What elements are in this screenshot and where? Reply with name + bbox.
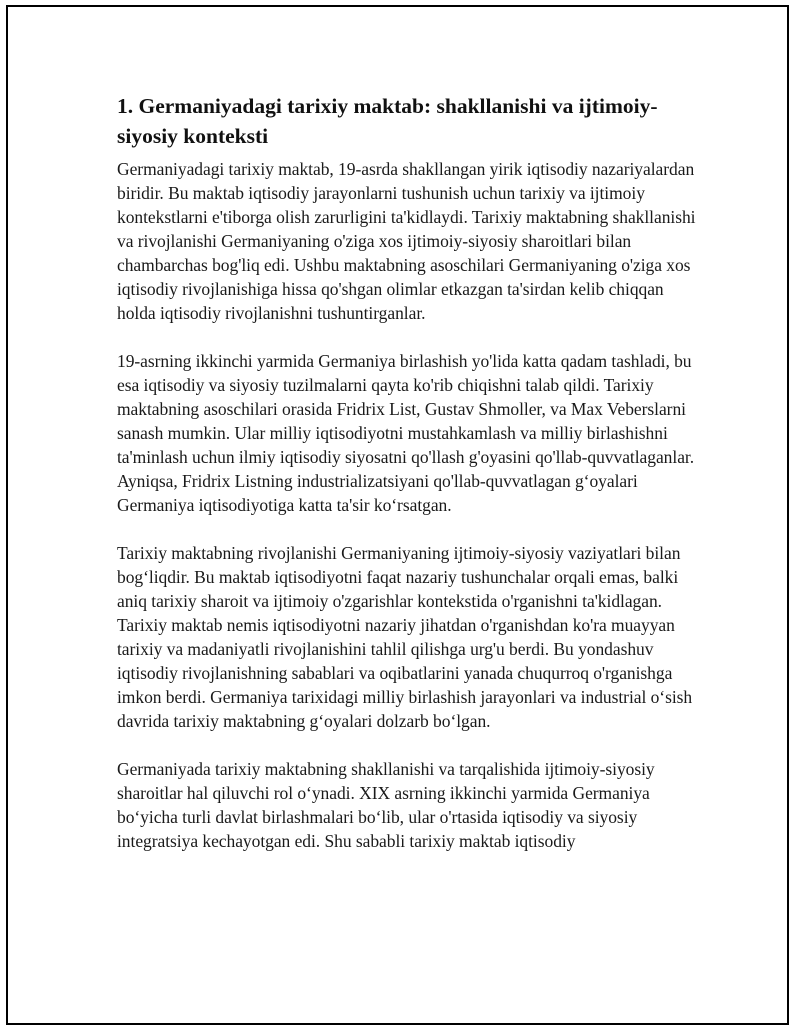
section-heading: 1. Germaniyadagi tarixiy maktab: shakllanishi va ijtimoiy-siyosiy konteksti — [117, 94, 658, 148]
paragraph-1: Germaniyadagi tarixiy maktab, 19-asrda shakllangan yirik iqtisodiy nazariyalardan biridir. Bu maktab iqtisodiy jarayonlarni tushunish uchun tarixiy va ijtimoiy kontekstlarni e'tiborga olish zarurligini ta'kidlaydi. Tarixiy maktabning shakllanishi va rivojlanishi Germaniyaning o'ziga xos ijtimoiy-siyosiy sharoitlari bilan chambarchas bog'liq edi. Ushbu maktabning asoschilari Germaniyaning o'ziga xos iqtisodiy rivojlanishiga hissa qo'shgan olimlar etkazgan ta'sirdan kelib chiqqan holda iqtisodiy rivojlanishni tushuntirganlar. — [117, 159, 696, 323]
paragraph-3: Tarixiy maktabning rivojlanishi Germaniyaning ijtimoiy-siyosiy vaziyatlari bilan bog‘liqdir. Bu maktab iqtisodiyotni faqat nazariy tushunchalar orqali emas, balki aniq tarixiy sharoit va ijtimoiy o'zgarishlar kontekstida o'rganishni ta'kidlagan. Tarixiy maktab nemis iqtisodiyotni nazariy jihatdan o'rganishdan ko'ra muayyan tarixiy va madaniyatli rivojlanishini tahlil qilishga urg'u berdi. Bu yondashuv iqtisodiy rivojlanishning sabablari va oqibatlarini yanada chuqurroq o'rganishga imkon berdi. Germaniya tarixidagi milliy birlashish jarayonlari va industrial o‘sish davrida tarixiy maktabning g‘oyalari dolzarb bo‘lgan. — [117, 543, 693, 731]
paragraph-2: 19-asrning ikkinchi yarmida Germaniya birlashish yo'lida katta qadam tashladi, bu esa iqtisodiy va siyosiy tuzilmalarni qayta ko'rib chiqishni talab qildi. Tarixiy maktabning asoschilari orasida Fridrix List, Gustav Shmoller, va Max Veberslarni sanash mumkin. Ular milliy iqtisodiyotni mustahkamlash va milliy birlashishni ta'minlash uchun ilmiy iqtisodiy siyosatni qo'llash g'oyasini qo'llab-quvvatlaganlar. Ayniqsa, Fridrix Listning industrializatsiyani qo'llab-quvvatlagan g‘oyalari Germaniya iqtisodiyotiga katta ta'sir ko‘rsatgan. — [117, 351, 695, 515]
paragraph-4: Germaniyada tarixiy maktabning shakllanishi va tarqalishida ijtimoiy-siyosiy sharoitlar hal qiluvchi rol o‘ynadi. XIX asrning ikkinchi yarmida Germaniya bo‘yicha turli davlat birlashmalari bo‘lib, ular o'rtasida iqtisodiy va siyosiy integratsiya kechayotgan edi. Shu sababli tarixiy maktab iqtisodiy — [117, 759, 655, 851]
document-body — [117, 91, 697, 877]
